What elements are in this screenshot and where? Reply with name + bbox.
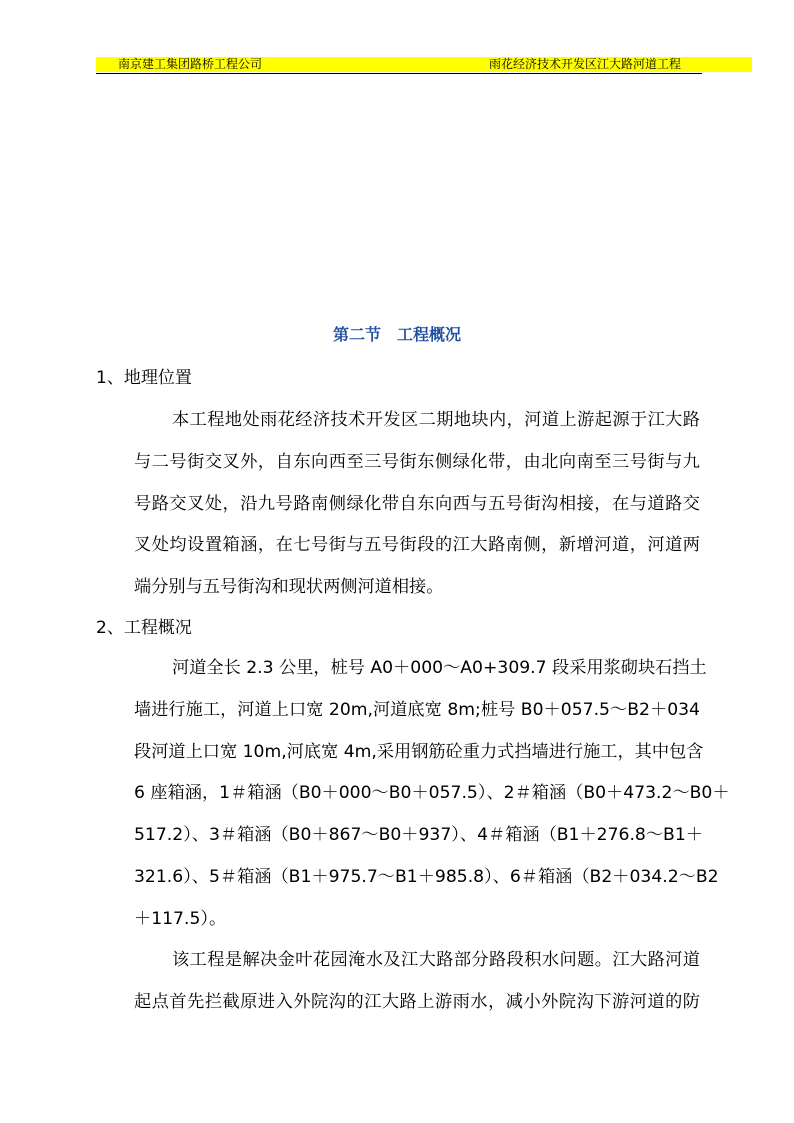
header-rule <box>96 73 702 74</box>
heading-overview: 2、工程概况 <box>96 618 192 638</box>
heading-location: 1、地理位置 <box>96 368 192 388</box>
text-line: 号路交叉处，沿九号路南侧绿化带自东向西与五号街沟相接，在与道路交 <box>134 493 700 514</box>
paragraph-overview-2 <box>96 940 700 1024</box>
text-line: 本工程地处雨花经济技术开发区二期地块内，河道上游起源于江大路 <box>172 410 700 430</box>
header-company: 南京建工集团路桥工程公司 <box>118 57 263 71</box>
text-line: 321.6）、5＃箱涵（B1＋975.7～B1＋985.8）、6＃箱涵（B2＋034.2～B2 <box>134 866 719 887</box>
text-line: 墙进行施工，河道上口宽 20m,河道底宽 8m;桩号 B0＋057.5～B2＋034 <box>134 699 700 720</box>
text-line: 517.2）、3＃箱涵（B0＋867～B0＋937）、4＃箱涵（B1＋276.8～B1＋ <box>134 825 703 846</box>
text-line: 端分别与五号街沟和现状两侧河道相接。 <box>134 577 444 598</box>
text-line: 6 座箱涵，1＃箱涵（B0＋000～B0＋057.5）、2＃箱涵（B0＋473.2～B0＋ <box>134 783 730 804</box>
text-line: 起点首先拦截原进入外院沟的江大路上游雨水，减小外院沟下游河道的防 <box>134 991 700 1012</box>
text-line: 叉处均设置箱涵，在七号街与五号街段的江大路南侧，新增河道，河道两 <box>134 535 700 556</box>
text-line: 该工程是解决金叶花园淹水及江大路部分路段积水问题。江大路河道 <box>172 950 700 970</box>
text-line: ＋117.5）。 <box>134 908 227 929</box>
paragraph-overview-1 <box>96 648 730 941</box>
text-line: 段河道上口宽 10m,河底宽 4m,采用钢筋砼重力式挡墙进行施工，其中包含 <box>134 741 704 762</box>
text-line: 河道全长 2.3 公里，桩号 A0＋000～A0+309.7 段采用浆砌块石挡土 <box>172 658 707 678</box>
header-project: 雨花经济技术开发区江大路河道工程 <box>489 57 682 71</box>
text-line: 与二号街交叉外，自东向西至三号街东侧绿化带，由北向南至三号街与九 <box>134 451 700 472</box>
section-title: 第二节 工程概况 <box>332 325 461 344</box>
page-header <box>96 57 752 73</box>
paragraph-location <box>96 400 700 609</box>
